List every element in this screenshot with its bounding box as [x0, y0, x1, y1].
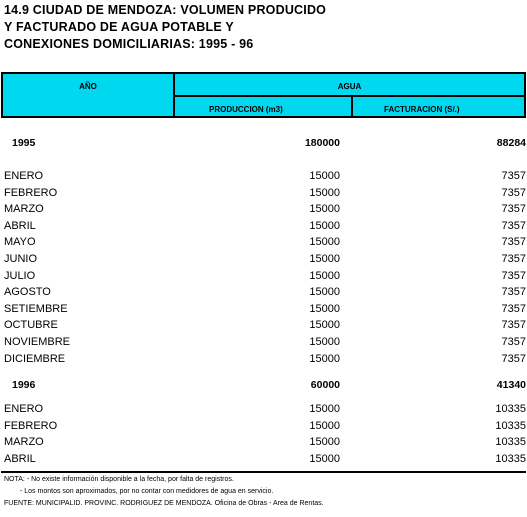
table-row: [0, 401, 527, 417]
year-header-cell: [3, 74, 175, 116]
year-total-row: [0, 135, 527, 151]
table-row: [0, 168, 527, 184]
month-cell: NOVIEMBRE: [4, 336, 71, 348]
production-cell: 15000: [309, 186, 340, 199]
production-cell: 15000: [309, 269, 340, 282]
table-bottom-rule: [1, 471, 526, 473]
month-cell: OCTUBRE: [4, 319, 58, 332]
production-cell: 15000: [309, 403, 340, 415]
billing-cell: 10335: [495, 452, 526, 465]
month-cell: 1996: [12, 379, 36, 391]
month-cell: ABRIL: [4, 219, 36, 232]
table-notes: [4, 474, 324, 510]
year-header: AÑO: [79, 82, 97, 91]
production-cell: 15000: [309, 302, 340, 315]
production-cell: 15000: [309, 319, 340, 332]
table-row: [0, 251, 527, 267]
header-column-separator: [351, 95, 353, 116]
table-title: [4, 2, 326, 53]
table-row: [0, 301, 527, 317]
month-cell: FEBRERO: [4, 419, 58, 432]
billing-cell: 7357: [501, 286, 526, 299]
billing-cell: 41340: [496, 379, 526, 391]
billing-cell: 7357: [501, 302, 526, 315]
billing-header: FACTURACION (S/.): [384, 105, 460, 114]
table-row: [0, 185, 527, 201]
table-row: [0, 334, 527, 350]
month-cell: ABRIL: [4, 452, 36, 465]
month-cell: SETIEMBRE: [4, 302, 68, 315]
table-row: [0, 201, 527, 217]
title-line-1: 14.9 CIUDAD DE MENDOZA: VOLUMEN PRODUCIDO: [4, 3, 327, 17]
table-row: [0, 234, 527, 250]
month-cell: MARZO: [4, 436, 44, 449]
production-cell: 180000: [304, 137, 340, 149]
production-cell: 15000: [309, 452, 340, 465]
billing-cell: 7357: [501, 203, 526, 216]
table-row: [0, 351, 527, 367]
table-row: [0, 418, 527, 434]
month-cell: 1995: [12, 137, 36, 149]
production-cell: 15000: [309, 419, 340, 432]
table-row: [0, 284, 527, 300]
month-cell: MAYO: [4, 236, 36, 249]
month-cell: MARZO: [4, 203, 44, 216]
billing-cell: 7357: [501, 336, 526, 348]
billing-cell: 10335: [495, 436, 526, 449]
table-row: [0, 268, 527, 284]
month-cell: DICIEMBRE: [4, 352, 66, 365]
note-1: NOTA: - No existe información disponible a la fecha, por falta de registros.: [4, 476, 234, 483]
billing-cell: 7357: [501, 170, 526, 182]
production-cell: 15000: [309, 170, 340, 182]
title-line-3: CONEXIONES DOMICILIARIAS: 1995 - 96: [4, 37, 254, 51]
month-cell: JULIO: [4, 269, 36, 282]
billing-cell: 88284: [496, 137, 526, 149]
billing-cell: 7357: [501, 269, 526, 282]
production-cell: 15000: [309, 286, 340, 299]
year-total-row: [0, 377, 527, 393]
title-line-2: Y FACTURADO DE AGUA POTABLE Y: [4, 20, 234, 34]
billing-cell: 10335: [495, 403, 526, 415]
billing-cell: 7357: [501, 219, 526, 232]
billing-cell: 7357: [501, 253, 526, 265]
production-cell: 15000: [309, 219, 340, 232]
production-cell: 15000: [309, 203, 340, 216]
production-cell: 15000: [309, 336, 340, 348]
month-cell: AGOSTO: [4, 286, 51, 299]
month-cell: JUNIO: [4, 253, 37, 265]
month-cell: ENERO: [4, 170, 44, 182]
production-cell: 15000: [309, 253, 340, 265]
month-cell: FEBRERO: [4, 186, 58, 199]
note-2: - Los montos son aproximados, por no contar con medidores de agua en servicio.: [20, 488, 274, 495]
table-row: [0, 434, 527, 450]
production-cell: 15000: [309, 236, 340, 249]
billing-cell: 7357: [501, 186, 526, 199]
production-cell: 60000: [310, 379, 340, 391]
table-row: [0, 451, 527, 467]
production-cell: 15000: [309, 352, 340, 365]
billing-cell: 7357: [501, 319, 526, 332]
production-header: PRODUCCION (m3): [209, 105, 283, 114]
table-header: [1, 72, 526, 118]
month-cell: ENERO: [4, 403, 44, 415]
table-row: [0, 218, 527, 234]
billing-cell: 7357: [501, 236, 526, 249]
table-row: [0, 317, 527, 333]
billing-cell: 10335: [495, 419, 526, 432]
header-divider: [175, 95, 524, 97]
source-note: FUENTE: MUNICIPALID. PROVINC. RODRIGUEZ DE MENDOZA. Oficina de Obras - Area de Rentas.: [4, 500, 324, 507]
billing-cell: 7357: [501, 352, 526, 365]
water-group-header: AGUA: [337, 82, 362, 91]
production-cell: 15000: [309, 436, 340, 449]
